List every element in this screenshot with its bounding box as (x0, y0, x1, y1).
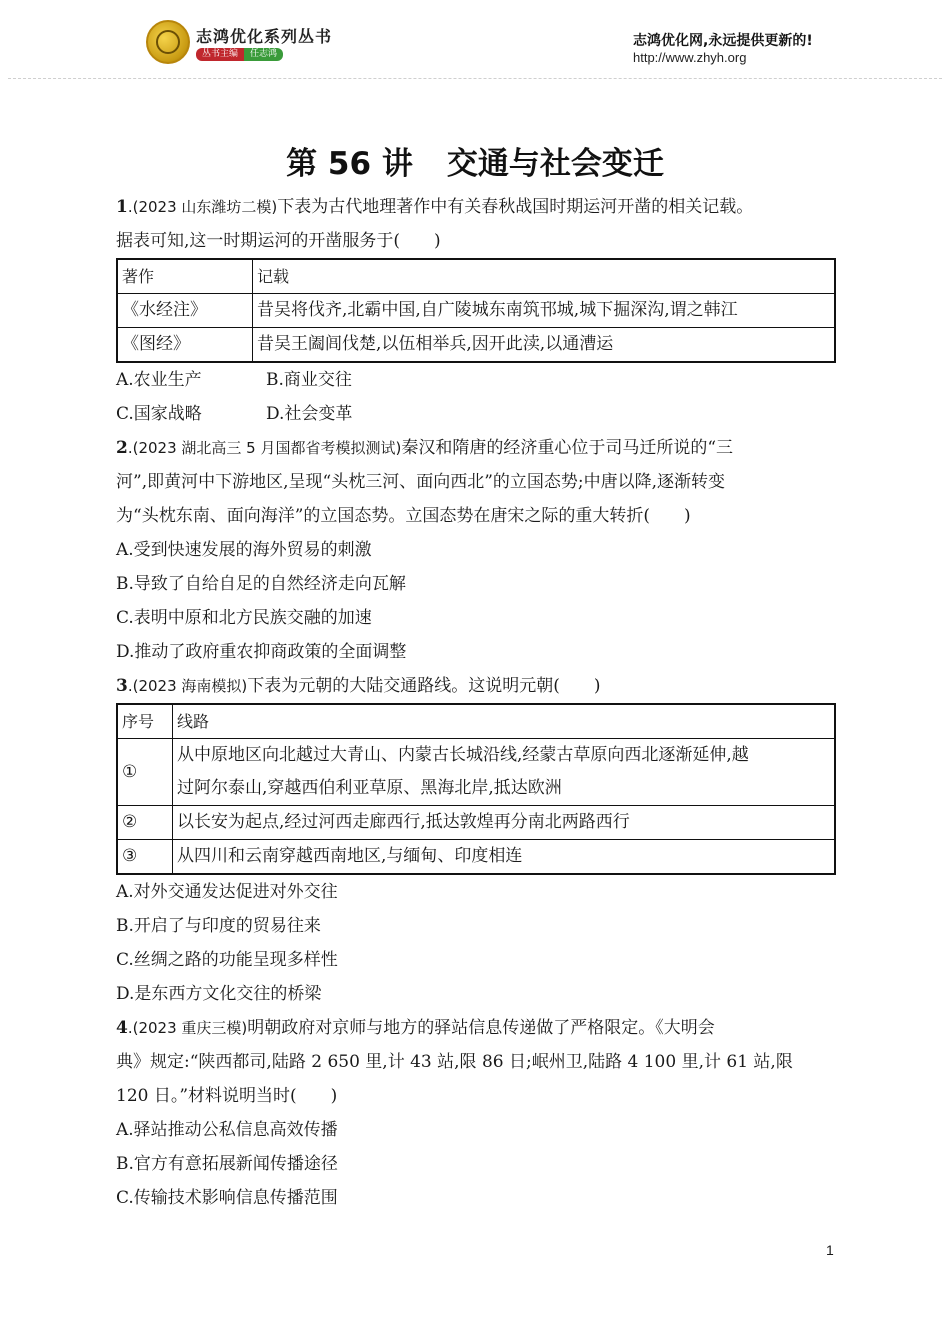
option-d[interactable]: D.是东西方文化交往的桥梁 (116, 984, 322, 1004)
page-header (0, 0, 950, 90)
table-row: ③ 从四川和云南穿越西南地区,与缅甸、印度相连 (117, 840, 835, 875)
editor-name: 任志鸿 (244, 48, 283, 61)
table-row: ① 从中原地区向北越过大青山、内蒙古长城沿线,经蒙古草原向西北逐渐延伸,越 过阿尔泰山,穿越西伯利亚草原、黑海北岸,抵达欧洲 (117, 739, 835, 806)
question-4-stem: 4.(2023 重庆三模)明朝政府对京师与地方的驿站信息传递做了严格限定。《大明会 (116, 1018, 715, 1038)
table-row: 《图经》 昔吴王阖闾伐楚,以伍相举兵,因开此渎,以通漕运 (117, 328, 835, 363)
option-c[interactable]: C.表明中原和北方民族交融的加速 (116, 608, 372, 628)
table-header-row: 著作 记载 (117, 259, 835, 294)
question-1-table (116, 258, 836, 363)
question-source: .(2023 重庆三模) (127, 1019, 248, 1037)
option-a[interactable]: A.对外交通发达促进对外交往 (116, 882, 338, 902)
question-list: 1.(2023 山东潍坊二模)下表为古代地理著作中有关春秋战国时期运河开凿的相关记载。 据表可知,这一时期运河的开凿服务于( ) 著作 记载 《水经注》 昔吴将伐齐,北霸中国,自广陵城东南筑邗城,城下掘深沟,谓之韩江 《图经》 昔吴王阖闾伐楚,以伍相举兵,因开此渎,以通漕运 A.农业生产 B.商业交往 C.国家战略 D.社会变革 2.(2023 湖北高三 5 月国都省考模拟测试)秦汉和隋唐的经济重心位于司马迁所说的“三 河”,即黄河中下游地区,呈现“头枕三河、面向西北”的立国态势;中唐以降,逐渐转变 为“头枕东南、面向海洋”的立国态势。立国态势在唐宋之际的重大转折( ) A.受到快速发展的海外贸易的刺激 B.导致了自给自足的自然经济走向瓦解 C.表明中原和北方民族交融的加速 D.推动了政府重农抑商政策的全面调整 3.(2023 海南模拟)下表为元朝的大陆交通路线。这说明元朝( ) 序号 线路 ① 从中原地区向北越过大青山、内蒙古长城沿线,经蒙古草原向西北逐渐延伸,越 过阿尔泰山,穿越西伯利亚草原、黑海北岸,抵达欧洲 ② 以长安为起点,经过河西走廊西行,抵达敦煌再分南北两路西行 ③ 从四川和云南穿越西南地区,与缅甸、印度相连 A.对外交通发达促进对外交往 B.开启了与印度的贸易往来 C.丝绸之路的功能呈现多样性 D.是东西方文化交往的桥梁 4.(2023 重庆三模)明朝政府对京师与地方的驿站信息传递做了严格限定。《大明会 典》规定:“陕西都司,陆路 2 650 里,计 43 站,限 86 日;岷州卫,陆路 4 100 里,计 61 站,限 120 日。”材料说明当时( ) A.驿站推动公私信息高效传播 B.官方有意拓展新闻传播途径 C.传输技术影响信息传播范围 (116, 190, 836, 1215)
option-c[interactable]: C.国家战略 (116, 404, 202, 424)
question-1-stem: 1.(2023 山东潍坊二模)下表为古代地理著作中有关春秋战国时期运河开凿的相关记载。 (116, 197, 754, 217)
question-3-stem: 3.(2023 海南模拟)下表为元朝的大陆交通路线。这说明元朝( ) (116, 676, 601, 696)
editor-tag (196, 48, 283, 61)
option-b[interactable]: B.导致了自给自足的自然经济走向瓦解 (116, 574, 406, 594)
series-title: 志鸿优化系列丛书 (196, 27, 333, 46)
table-row: ② 以长安为起点,经过河西走廊西行,抵达敦煌再分南北两路西行 (117, 806, 835, 840)
option-d[interactable]: D.推动了政府重农抑商政策的全面调整 (116, 642, 407, 662)
question-source: .(2023 海南模拟) (127, 677, 248, 695)
question-source: .(2023 山东潍坊二模) (127, 198, 278, 216)
lecture-number: 第 56 讲 (286, 146, 413, 182)
option-b[interactable]: B.商业交往 (266, 370, 352, 390)
lecture-topic: 交通与社会变迁 (446, 146, 664, 182)
option-c[interactable]: C.丝绸之路的功能呈现多样性 (116, 950, 338, 970)
option-a[interactable]: A.受到快速发展的海外贸易的刺激 (116, 540, 372, 560)
question-2-stem: 2.(2023 湖北高三 5 月国都省考模拟测试)秦汉和隋唐的经济重心位于司马迁所说的“三 (116, 438, 734, 458)
option-a[interactable]: A.驿站推动公私信息高效传播 (116, 1120, 338, 1140)
question-3-table (116, 703, 836, 875)
option-b[interactable]: B.官方有意拓展新闻传播途径 (116, 1154, 338, 1174)
header-divider (8, 78, 942, 79)
site-slogan: 志鸿优化网,永远提供更新的! (633, 33, 813, 49)
editor-label: 丛书主编 (196, 48, 244, 61)
site-url[interactable]: http://www.zhyh.org (633, 50, 747, 65)
question-source: .(2023 湖北高三 5 月国都省考模拟测试) (127, 439, 402, 457)
table-row: 《水经注》 昔吴将伐齐,北霸中国,自广陵城东南筑邗城,城下掘深沟,谓之韩江 (117, 294, 835, 328)
table-header-row: 序号 线路 (117, 704, 835, 739)
option-a[interactable]: A.农业生产 (116, 370, 202, 390)
question-1-options-row-1 (116, 363, 836, 397)
option-c[interactable]: C.传输技术影响信息传播范围 (116, 1188, 338, 1208)
page-number: 1 (826, 1242, 834, 1258)
publisher-logo-icon (146, 20, 190, 64)
option-b[interactable]: B.开启了与印度的贸易往来 (116, 916, 321, 936)
question-1-options-row-2 (116, 397, 836, 431)
page-title (0, 138, 950, 183)
option-d[interactable]: D.社会变革 (266, 404, 353, 424)
